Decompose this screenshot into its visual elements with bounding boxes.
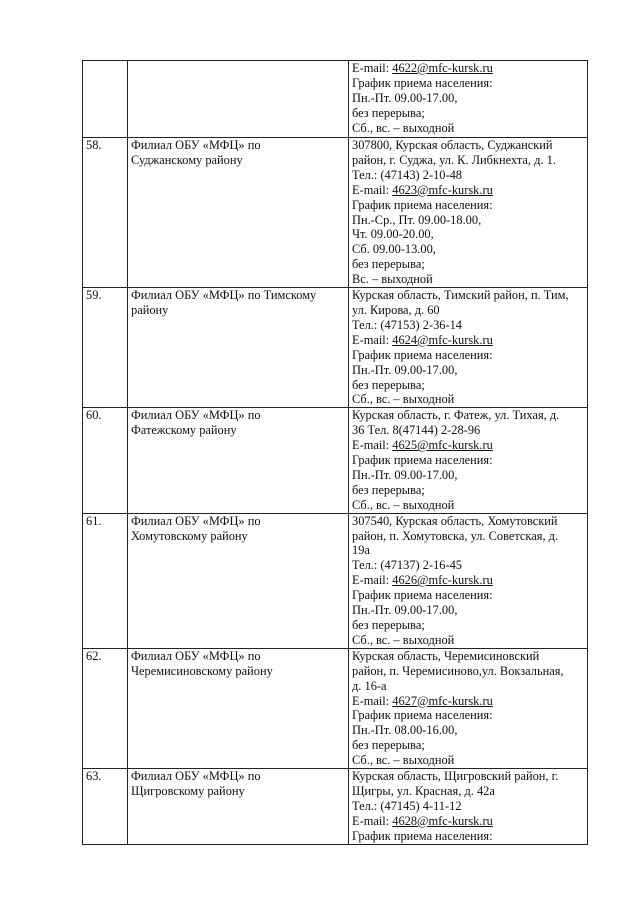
name-line: Филиал ОБУ «МФЦ» по [131,648,261,663]
schedule-line: Сб., вс. – выходной [352,120,455,135]
phone-line: 36 Тел. 8(47144) 2-28-96 [352,423,481,438]
table-row [83,769,588,845]
phone-line: Тел.: (47145) 4-11-12 [352,798,462,813]
schedule-line: Пн.-Пт. 09.00-17.00, [352,90,458,105]
schedule-line: Сб., вс. – выходной [352,753,455,768]
schedule-line: без перерыва; [352,377,425,392]
name-line: Щигровскому району [131,783,245,798]
branch-name [128,61,349,138]
table-body [83,61,588,845]
address-line: 19а [352,543,370,558]
email-line: E-mail: 4628@mfc-kursk.ru [352,813,493,828]
address-line: Курская область, Черемисиновский [352,648,540,663]
schedule-line: Сб., вс. – выходной [352,632,455,647]
schedule-line: Пн.-Пт. 09.00-17.00, [352,467,458,482]
name-line: Фатежскому району [131,423,237,438]
name-line: району [131,302,169,317]
branch-name [128,769,349,845]
name-line: Хомутовскому району [131,528,248,543]
email-line: E-mail: 4625@mfc-kursk.ru [352,438,493,453]
row-number: 59. [83,288,128,408]
row-number: 63. [83,769,128,845]
email-line: E-mail: 4626@mfc-kursk.ru [352,573,493,588]
name-line: Суджанскому району [131,152,243,167]
name-line: Филиал ОБУ «МФЦ» по [131,138,261,152]
name-line: Филиал ОБУ «МФЦ» по [131,408,261,423]
name-line: Филиал ОБУ «МФЦ» по [131,769,261,784]
address-line: Курская область, Щигровский район, г. [352,769,559,784]
schedule-line: Пн.-Пт. 08.00-16.00, [352,723,458,738]
schedule-line: График приема населения: [352,453,493,468]
name-line: Филиал ОБУ «МФЦ» по Тимскому [131,288,317,303]
schedule-line: Сб. 09.00-13.00, [352,242,436,257]
email-line: E-mail: 4623@mfc-kursk.ru [352,182,493,197]
address-line: д. 16-а [352,678,387,693]
schedule-line: График приема населения: [352,75,493,90]
phone-line: Тел.: (47143) 2-10-48 [352,167,462,182]
schedule-line: Сб., вс. – выходной [352,497,455,512]
row-number: 62. [83,648,128,768]
row-number: 60. [83,408,128,513]
schedule-line: Чт. 09.00-20.00, [352,227,434,242]
email-link[interactable]: 4623@mfc-kursk.ru [392,182,493,197]
branch-info [349,769,588,845]
table-row [83,648,588,768]
address-line: Щигры, ул. Красная, д. 42а [352,783,495,798]
email-link[interactable]: 4627@mfc-kursk.ru [392,693,493,708]
branch-info [349,288,588,408]
branch-info [349,408,588,513]
branch-info [349,513,588,648]
table-row [83,61,588,138]
schedule-line: График приема населения: [352,347,493,362]
name-line: Черемисиновскому району [131,663,273,678]
schedule-line: без перерыва; [352,738,425,753]
address-line: Курская область, Тимский район, п. Тим, [352,288,569,303]
phone-line: Тел.: (47153) 2-36-14 [352,317,462,332]
branch-info [349,61,588,138]
row-number: 61. [83,513,128,648]
schedule-line: Вс. – выходной [352,272,433,287]
address-line: ул. Кирова, д. 60 [352,302,440,317]
schedule-line: График приема населения: [352,828,493,843]
table-row [83,513,588,648]
branch-name [128,408,349,513]
address-line: район, п. Хомутовска, ул. Советская, д. [352,528,559,543]
email-line: E-mail: 4627@mfc-kursk.ru [352,693,493,708]
email-line: E-mail: 4622@mfc-kursk.ru [352,61,493,75]
email-link[interactable]: 4626@mfc-kursk.ru [392,573,493,588]
phone-line: Тел.: (47137) 2-16-45 [352,558,462,573]
schedule-line: График приема населения: [352,588,493,603]
schedule-line: График приема населения: [352,708,493,723]
branch-name [128,513,349,648]
row-number [83,61,128,138]
schedule-line: без перерыва; [352,257,425,272]
address-line: 307540, Курская область, Хомутовский [352,513,558,528]
address-line: 307800, Курская область, Суджанский [352,138,553,152]
email-link[interactable]: 4622@mfc-kursk.ru [392,61,493,75]
schedule-line: Пн.-Пт. 09.00-17.00, [352,603,458,618]
schedule-line: Пн.-Ср., Пт. 09.00-18.00, [352,212,482,227]
table-row [83,288,588,408]
email-link[interactable]: 4625@mfc-kursk.ru [392,438,493,453]
branch-name [128,288,349,408]
address-line: Курская область, г. Фатеж, ул. Тихая, д. [352,408,560,423]
branch-name [128,138,349,288]
address-line: район, п. Черемисиново,ул. Вокзальная, [352,663,564,678]
branch-info [349,648,588,768]
row-number: 58. [83,138,128,288]
table-row [83,408,588,513]
name-line: Филиал ОБУ «МФЦ» по [131,513,261,528]
schedule-line: Пн.-Пт. 09.00-17.00, [352,362,458,377]
mfc-branches-table [82,60,588,845]
table-row [83,138,588,288]
email-link[interactable]: 4628@mfc-kursk.ru [392,813,493,828]
schedule-line: График приема населения: [352,197,493,212]
schedule-line: без перерыва; [352,482,425,497]
branch-info [349,138,588,288]
schedule-line: без перерыва; [352,618,425,632]
email-link[interactable]: 4624@mfc-kursk.ru [392,332,493,347]
address-line: район, г. Суджа, ул. К. Либкнехта, д. 1. [352,152,556,167]
schedule-line: Сб., вс. – выходной [352,392,455,407]
email-line: E-mail: 4624@mfc-kursk.ru [352,332,493,347]
schedule-line: без перерыва; [352,105,425,120]
branch-name [128,648,349,768]
